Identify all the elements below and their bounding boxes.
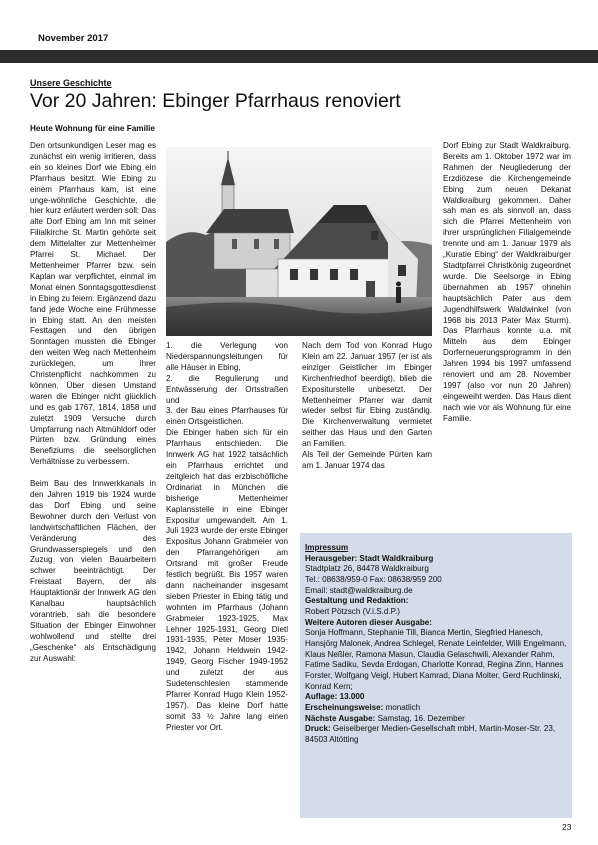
paragraph: Den ortsunkundigen Leser mag es zunächst ein wenig irritieren, dass ein so kleines Dorf wie Ebing ein Pfarrhaus besitzt. Wie Ebing zu einem Pfarrhaus kam, ist eine unge-wöhnliche Geschichte, die hier kurz erläutert werden soll: Das alte Dorf Ebing am Inn mit seiner Filialkirche St. Martin gehörte seit dem Mittelalter zur Mettenheimer Pfarrei St. Michael. Der Mettenheimer Pfarrer bzw. sein Kaplan war verpflichtet, einmal im Monat einen Sonntagsgottesdienst in Ebing zu feiern. Ergänzend dazu fand jede Woche eine Frühmesse in Ebing statt. An den meisten Festtagen und den übrigen Sonntagen mussten die Ebinger den weiten Weg nach Mettenheim zurücklegen, um ihrer Christenpflicht nachkommen zu können. Über diesen Umstand waren die Ebinger nicht glücklich und es gab 1767, 1814, 1858 und zuletzt 1909 Versuche durch Umpfarrung nach Altmühldorf oder Pürten bzw. Gründung eines Benefiziums die seelsorglichen Verhältnisse zu verbessern.: [30, 141, 156, 467]
impressum-box: [300, 533, 572, 818]
authors-list: Sonja Hoffmann, Stephanie Till, Bianca Mertin, Siegfried Hanesch, Hansjörg Malonek, Andrea Schlegel, Renate Leinfelder, Willi Engelmann, Klaus Neßler, Ramona Masun, Claudia Gelaschwili, Alexander Rahm, Fatime Sadiku, Sevda Erdogan, Charlotte Konrad, Regina Zinn, Hannes Forster, Wolfgang Veigl, Hubert Kamrad, Diana Molter, Gerd Ruchlinski, Konrad Kern;: [305, 628, 567, 691]
impressum-heading: Impressum: [305, 543, 349, 552]
publisher: Herausgeber: Stadt Waldkraiburg: [305, 553, 434, 563]
article-column-1: [30, 141, 156, 675]
pfarrhaus-photo: [166, 147, 432, 336]
paragraph: 1. die Verlegung von Niederspannungsleitungen für alle Häuser in Ebing, 2. die Regulierung und Entwässerung der Ortsstraßen und 3. der Bau eines Pfarrhauses für einen Ortsgeistlichen. Die Ebinger haben sich für ein Pfarrhaus entschieden. Die Innwerk AG hat 1922 tatsächlich ein Pfarrhaus errichtet und zeitgleich hat das erzbischöfliche Ordinariat in München die bisherige Mettenheimer Kaplansstelle in eine Ebinger Expositur umgewandelt. Am 1. Juli 1923 wurde der erste Ebinger Expositus Johann Grabmeier von den Pfarrangehörigen am Ortsrand mit großer Freude festlich begrüßt. Bis 1957 waren dann nacheinander insgesamt sieben Priester in Ebing tätig und wohnten im Pfarrhaus (Johann Grabmeier 1923-1925, Max Lehner 1925-1931, Georg Dietl 1931-1935, Peter Moser 1935-1942, Johann Heldwein 1942-1949, Georg Fischer 1949-1952 und zuletzt der aus Sudetenschlesien stammende Pfarrer Konrad Hugo Klein 1952-1957). Das kleine Dorf hatte somit 33 ½ Jahre lang einen Priester vor Ort.: [166, 341, 288, 732]
address: Stadtplatz 26, 84478 Waldkraiburg: [305, 564, 429, 574]
paragraph: Beim Bau des Innwerkkanals in den Jahren 1919 bis 1924 wurde das Dorf Ebing und seine Bewohner durch den Verlust von landwirtschaftlichen Flächen, der Veränderung des Grundwasserspiegels und den Zuzug von vielen Bauarbeitern schwer beeinträchtigt. Der Freistaat Bayern, der als Hauptaktionär der Innwerk AG den Kanalbau hauptsächlich vorantrieb, sah die besondere Situation der Ebinger Einwohner wohlwollend und stellte drei „Geschenke“ als Entschädigung zur Auswahl:: [30, 479, 156, 663]
design-name: Robert Pötzsch (V.i.S.d.P.): [305, 606, 400, 616]
authors-label: Weitere Autoren dieser Ausgabe:: [305, 617, 432, 627]
article-subtitle: Heute Wohnung für eine Familie: [30, 124, 155, 133]
printer: [305, 724, 568, 745]
frequency-label: Erscheinungsweise:: [305, 702, 384, 712]
next-issue-value: Samstag, 16. Dezember: [375, 713, 465, 723]
email: Email: stadt@waldkraiburg.de: [305, 585, 413, 595]
paragraph: Dorf Ebing zur Stadt Waldkraiburg. Bereits am 1. Oktober 1972 war im Rahmen der Neugliederung der Erzdiözese die Kirchengemeinde Ebing zum neuen Dekanat Waldkraiburg gekommen. Daher sah man es als sinnvoll an, dass sich die Pfarrei Mettenheim von ihrer ursprünglichen Filialgemeinde trennte und am 1. Januar 1979 als „Kuratie Ebing“ der Waldkraiburger Stadtpfarrei Christkönig zugeordnet wurde. Die Seelsorge in Ebing übernahmen ab 1957 ohnehin hauptsächlich Pater aus dem Jugendhilfswerk Waldwinkel (von 1968 bis 2013 Pater Max Sturm). Das Pfarrhaus konnte u.a. mit Mitteln aus dem Ebinger Dorferneuerungsprogramm in den Jahren 1994 bis 1997 umfassend renoviert und am 28. November 1997 (also vor nun 20 Jahren) eingeweiht werden. Das Haus dient nach wie vor als Wohnung für eine Familie.: [443, 141, 571, 423]
page-number: 23: [562, 822, 572, 832]
header-band: [0, 50, 598, 63]
next-issue-label: Nächste Ausgabe:: [305, 713, 376, 723]
article-column-2: [166, 341, 288, 745]
section-kicker: Unsere Geschichte: [30, 78, 112, 88]
paragraph: Nach dem Tod von Konrad Hugo Klein am 22. Januar 1957 (er ist als einziger Geistlicher im Ebinger Kirchenfriedhof beerdigt), blieb die Expositurstelle unbesetzt. Der Mettenheimer Pfarrer war damit wieder selbst für Ebing zuständig. Die Kirchenverwaltung vermietet seither das Haus und den Garten an Familien. Als Teil der Gemeinde Pürten kam am 1. Januar 1974 das: [302, 341, 432, 470]
design-label: Gestaltung und Redaktion:: [305, 596, 409, 606]
article-column-4: [443, 141, 571, 435]
edition: Auflage: 13.000: [305, 692, 365, 702]
page-header: [0, 0, 598, 58]
issue-date: November 2017: [38, 33, 109, 44]
article-column-3: [302, 341, 432, 483]
phone-fax: Tel.: 08638/959-0 Fax: 08638/959 200: [305, 574, 442, 584]
frequency-value: monatlich: [383, 702, 421, 712]
article-title: Vor 20 Jahren: Ebinger Pfarrhaus renoviert: [30, 90, 401, 112]
printer-value: Geiselberger Medien-Gesellschaft mbH, Martin-Moser-Str. 23, 84503 Altötting: [305, 724, 556, 744]
printer-label: Druck:: [305, 724, 331, 734]
frequency: [305, 703, 568, 714]
photo-image: [166, 147, 432, 336]
next-issue: [305, 714, 568, 725]
